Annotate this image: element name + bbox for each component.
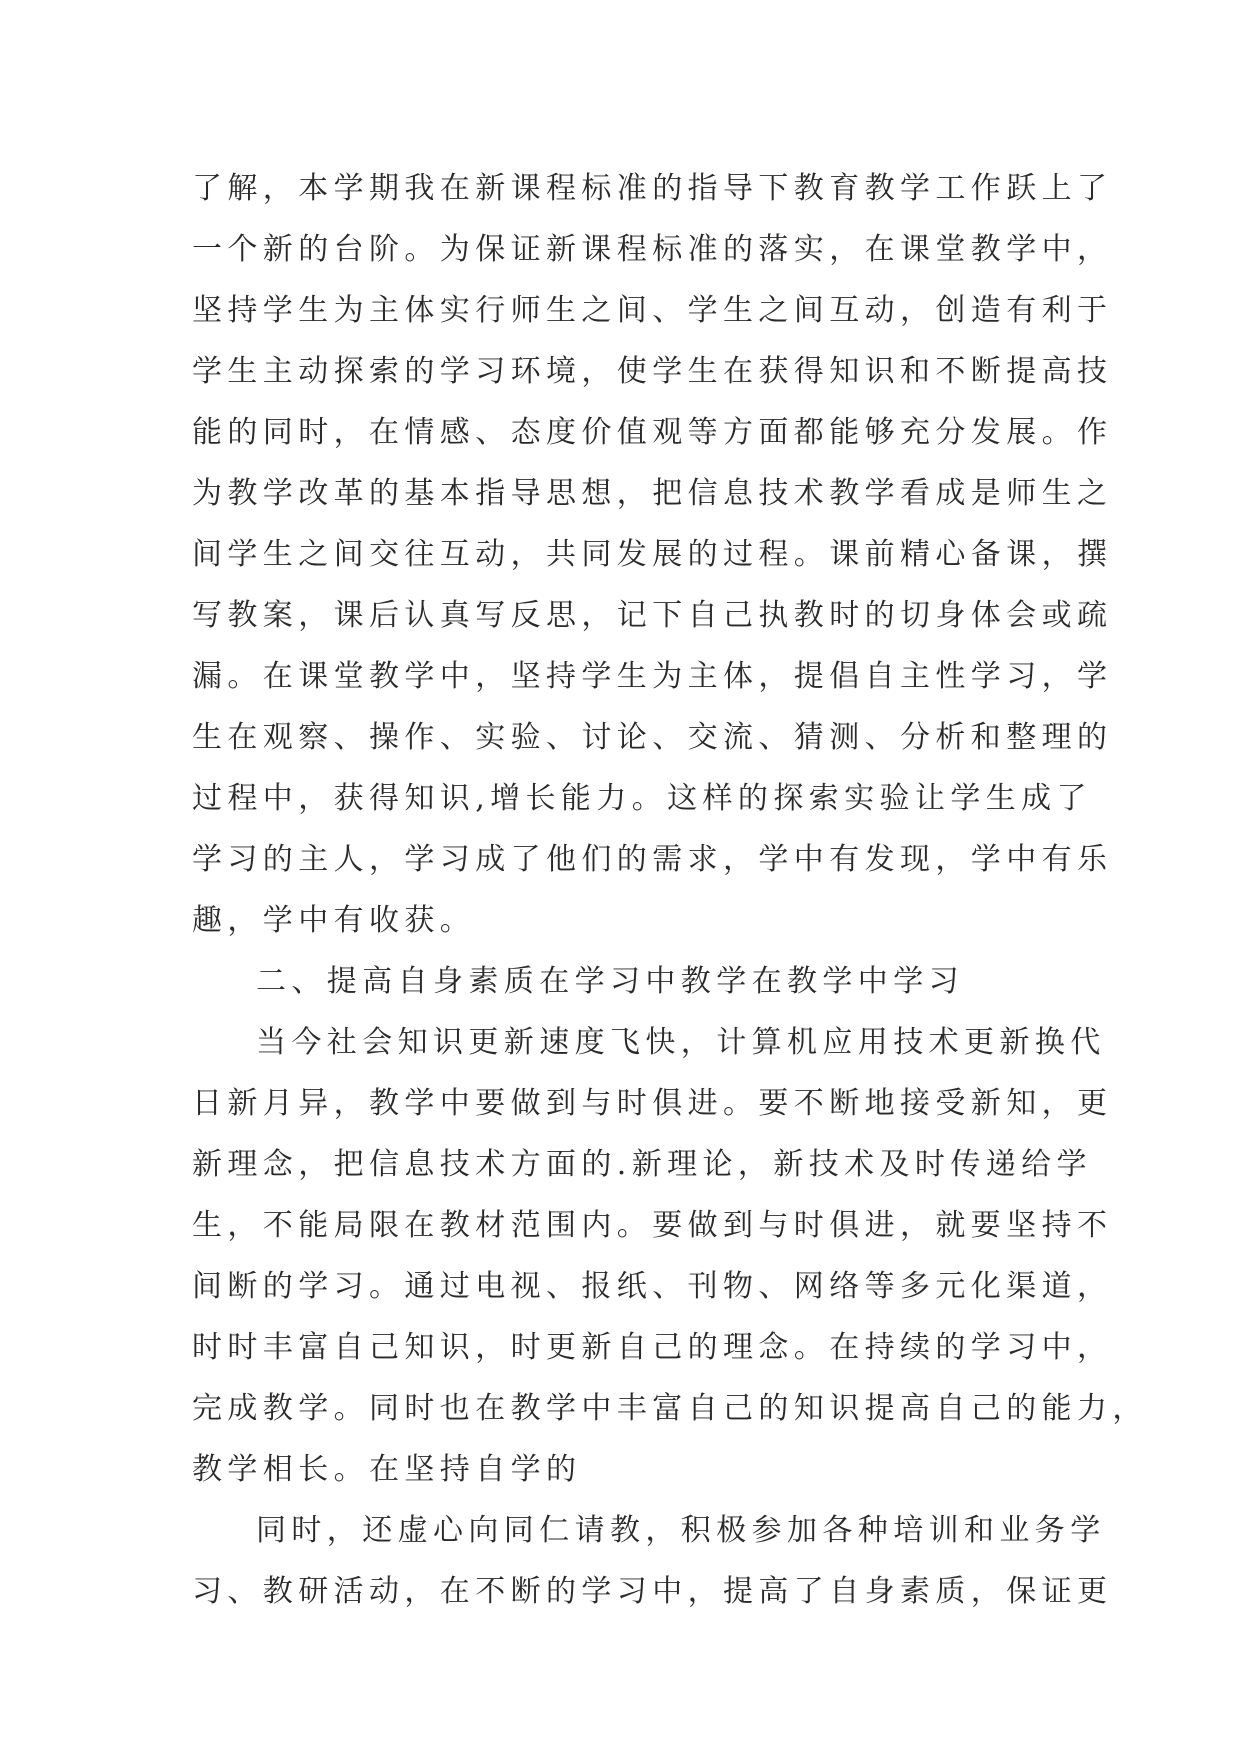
text-line: 完成教学。同时也在教学中丰富自己的知识提高自己的能力， — [192, 1391, 1148, 1426]
text-line: 过程中，获得知识,增长能力。这样的探索实验让学生成了 — [192, 781, 1092, 816]
text-line: 写教案，课后认真写反思，记下自己执教时的切身体会或疏 — [192, 598, 1113, 633]
text-line: 为教学改革的基本指导思想，把信息技术教学看成是师生之 — [192, 476, 1113, 511]
text-line: 新理念，把信息技术方面的.新理论，新技术及时传递给学 — [192, 1147, 1092, 1182]
text-line: 生在观察、操作、实验、讨论、交流、猜测、分析和整理的 — [192, 720, 1113, 755]
text-line: 当今社会知识更新速度飞快，计算机应用技术更新换代 — [256, 1025, 1106, 1060]
text-line: 日新月异，教学中要做到与时俱进。要不断地接受新知，更 — [192, 1086, 1113, 1121]
text-line: 学习的主人，学习成了他们的需求，学中有发现，学中有乐 — [192, 842, 1113, 877]
text-line: 间学生之间交往互动，共同发展的过程。课前精心备课，撰 — [192, 537, 1113, 572]
text-line: 漏。在课堂教学中，坚持学生为主体，提倡自主性学习，学 — [192, 659, 1113, 694]
text-line: 时时丰富自己知识，时更新自己的理念。在持续的学习中， — [192, 1330, 1113, 1365]
text-line: 习、教研活动，在不断的学习中，提高了自身素质，保证更 — [192, 1574, 1113, 1609]
text-line: 了解，本学期我在新课程标准的指导下教育教学工作跃上了 — [192, 171, 1113, 206]
text-line: 趣，学中有收获。 — [192, 903, 476, 938]
text-line: 教学相长。在坚持自学的 — [192, 1452, 582, 1487]
text-line: 学生主动探索的学习环境，使学生在获得知识和不断提高技 — [192, 354, 1113, 389]
text-line: 坚持学生为主体实行师生之间、学生之间互动，创造有利于 — [192, 293, 1113, 328]
text-line: 生，不能局限在教材范围内。要做到与时俱进，就要坚持不 — [192, 1208, 1113, 1243]
text-line: 间断的学习。通过电视、报纸、刊物、网络等多元化渠道， — [192, 1269, 1113, 1304]
text-line: 能的同时，在情感、态度价值观等方面都能够充分发展。作 — [192, 415, 1113, 450]
text-line: 同时，还虚心向同仁请教，积极参加各种培训和业务学 — [256, 1513, 1106, 1548]
text-line: 一个新的台阶。为保证新课程标准的落实，在课堂教学中， — [192, 232, 1113, 267]
document-body — [192, 158, 1148, 1622]
text-line: 二、提高自身素质在学习中教学在教学中学习 — [256, 964, 964, 999]
